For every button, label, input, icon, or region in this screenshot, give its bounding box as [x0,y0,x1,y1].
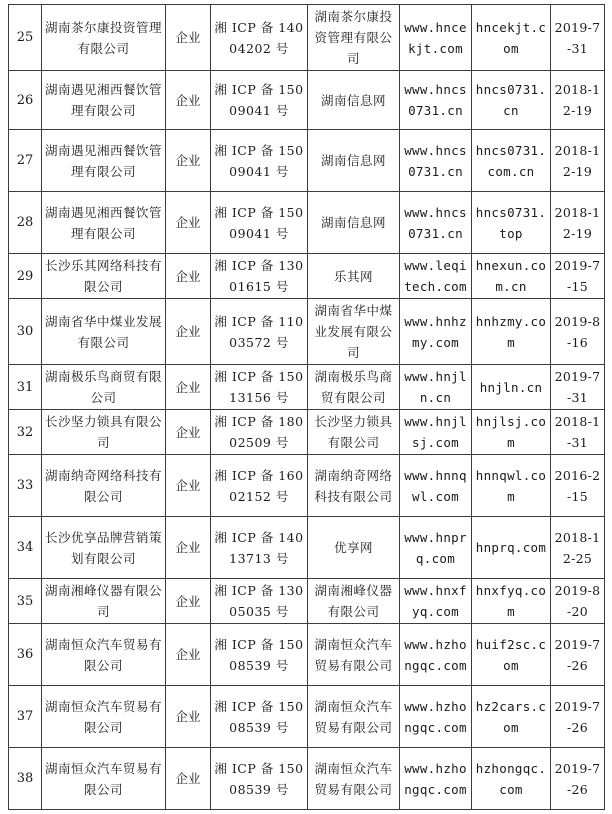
site-name-cell: 湖南信息网 [308,130,400,192]
row-number: 28 [9,192,42,254]
site-name-cell: 优享网 [308,517,400,579]
domain-cell: hncs0731.top [472,192,551,254]
entity-type-cell: 企业 [166,71,211,130]
domain-cell: hnexun.com.cn [472,254,551,299]
table-row [9,365,605,410]
site-name-cell: 乐其网 [308,254,400,299]
approval-date-cell: 2019-8-16 [551,299,605,365]
company-name-cell: 长沙乐其网络科技有限公司 [42,254,166,299]
company-name-cell: 湖南极乐鸟商贸有限公司 [42,365,166,410]
company-name-cell: 湖南遇见湘西餐饮管理有限公司 [42,192,166,254]
entity-type-cell: 企业 [166,130,211,192]
site-name-cell: 湖南极乐鸟商贸有限公司 [308,365,400,410]
approval-date-cell: 2018-12-19 [551,192,605,254]
icp-number-cell: 湘 ICP 备 13005035 号 [211,579,308,624]
table-row [9,71,605,130]
table-body [9,5,605,810]
row-number: 36 [9,624,42,686]
table-row [9,624,605,686]
homepage-url-cell: www.hnnqwl.com [400,455,472,517]
icp-number-cell: 湘 ICP 备 15008539 号 [211,748,308,810]
row-number: 34 [9,517,42,579]
site-name-cell: 湖南信息网 [308,192,400,254]
approval-date-cell: 2019-7-26 [551,748,605,810]
entity-type-cell: 企业 [166,686,211,748]
approval-date-cell: 2016-2-15 [551,455,605,517]
company-name-cell: 湖南遇见湘西餐饮管理有限公司 [42,71,166,130]
homepage-url-cell: www.hnprq.com [400,517,472,579]
domain-cell: hnprq.com [472,517,551,579]
entity-type-cell: 企业 [166,299,211,365]
row-number: 32 [9,410,42,455]
site-name-cell: 湖南信息网 [308,71,400,130]
entity-type-cell: 企业 [166,455,211,517]
domain-cell: hnxfyq.com [472,579,551,624]
icp-number-cell: 湘 ICP 备 15009041 号 [211,192,308,254]
homepage-url-cell: www.hzhongqc.com [400,686,472,748]
table-row [9,130,605,192]
entity-type-cell: 企业 [166,410,211,455]
row-number: 31 [9,365,42,410]
table-row [9,455,605,517]
homepage-url-cell: www.hncs0731.cn [400,71,472,130]
homepage-url-cell: www.hnxfyq.com [400,579,472,624]
icp-number-cell: 湘 ICP 备 15008539 号 [211,624,308,686]
entity-type-cell: 企业 [166,365,211,410]
company-name-cell: 长沙坚力锁具有限公司 [42,410,166,455]
table-row [9,579,605,624]
row-number: 37 [9,686,42,748]
domain-cell: hncs0731.com.cn [472,130,551,192]
row-number: 33 [9,455,42,517]
entity-type-cell: 企业 [166,517,211,579]
row-number: 30 [9,299,42,365]
icp-number-cell: 湘 ICP 备 14004202 号 [211,5,308,71]
homepage-url-cell: www.hnjlsj.com [400,410,472,455]
homepage-url-cell: www.hncs0731.cn [400,192,472,254]
company-name-cell: 长沙优享品牌营销策划有限公司 [42,517,166,579]
homepage-url-cell: www.leqitech.com [400,254,472,299]
approval-date-cell: 2019-7-26 [551,686,605,748]
icp-number-cell: 湘 ICP 备 15009041 号 [211,71,308,130]
site-name-cell: 湖南省华中煤业发展有限公司 [308,299,400,365]
domain-cell: hnjln.cn [472,365,551,410]
table-row [9,192,605,254]
approval-date-cell: 2018-12-19 [551,71,605,130]
icp-number-cell: 湘 ICP 备 15008539 号 [211,686,308,748]
icp-number-cell: 湘 ICP 备 18002509 号 [211,410,308,455]
homepage-url-cell: www.hzhongqc.com [400,624,472,686]
homepage-url-cell: www.hncs0731.cn [400,130,472,192]
row-number: 27 [9,130,42,192]
domain-cell: huif2sc.com [472,624,551,686]
domain-cell: hnhzmy.com [472,299,551,365]
domain-cell: hzhongqc.com [472,748,551,810]
icp-number-cell: 湘 ICP 备 13001615 号 [211,254,308,299]
entity-type-cell: 企业 [166,192,211,254]
approval-date-cell: 2018-1-31 [551,410,605,455]
approval-date-cell: 2019-7-26 [551,624,605,686]
site-name-cell: 湖南茶尔康投资管理有限公司 [308,5,400,71]
document-page [8,4,604,810]
approval-date-cell: 2019-7-31 [551,365,605,410]
homepage-url-cell: www.hzhongqc.com [400,748,472,810]
row-number: 38 [9,748,42,810]
site-name-cell: 湖南纳奇网络科技有限公司 [308,455,400,517]
approval-date-cell: 2018-12-19 [551,130,605,192]
entity-type-cell: 企业 [166,624,211,686]
site-name-cell: 长沙坚力锁具有限公司 [308,410,400,455]
icp-registry-table [8,4,605,810]
company-name-cell: 湖南纳奇网络科技有限公司 [42,455,166,517]
company-name-cell: 湖南茶尔康投资管理有限公司 [42,5,166,71]
company-name-cell: 湖南省华中煤业发展有限公司 [42,299,166,365]
table-row [9,686,605,748]
row-number: 29 [9,254,42,299]
table-row [9,517,605,579]
entity-type-cell: 企业 [166,579,211,624]
icp-number-cell: 湘 ICP 备 14013713 号 [211,517,308,579]
icp-number-cell: 湘 ICP 备 16002152 号 [211,455,308,517]
domain-cell: hnnqwl.com [472,455,551,517]
approval-date-cell: 2018-12-25 [551,517,605,579]
row-number: 25 [9,5,42,71]
domain-cell: hz2cars.com [472,686,551,748]
domain-cell: hncs0731.cn [472,71,551,130]
company-name-cell: 湖南恒众汽车贸易有限公司 [42,686,166,748]
site-name-cell: 湖南恒众汽车贸易有限公司 [308,624,400,686]
company-name-cell: 湖南恒众汽车贸易有限公司 [42,624,166,686]
company-name-cell: 湖南湘峰仪器有限公司 [42,579,166,624]
row-number: 26 [9,71,42,130]
icp-number-cell: 湘 ICP 备 15013156 号 [211,365,308,410]
table-row [9,254,605,299]
company-name-cell: 湖南恒众汽车贸易有限公司 [42,748,166,810]
table-row [9,5,605,71]
table-row [9,748,605,810]
approval-date-cell: 2019-8-20 [551,579,605,624]
entity-type-cell: 企业 [166,254,211,299]
homepage-url-cell: www.hnjln.cn [400,365,472,410]
row-number: 35 [9,579,42,624]
table-row [9,410,605,455]
homepage-url-cell: www.hncekjt.com [400,5,472,71]
approval-date-cell: 2019-7-31 [551,5,605,71]
domain-cell: hncekjt.com [472,5,551,71]
approval-date-cell: 2019-7-15 [551,254,605,299]
site-name-cell: 湖南湘峰仪器有限公司 [308,579,400,624]
icp-number-cell: 湘 ICP 备 11003572 号 [211,299,308,365]
site-name-cell: 湖南恒众汽车贸易有限公司 [308,748,400,810]
homepage-url-cell: www.hnhzmy.com [400,299,472,365]
site-name-cell: 湖南恒众汽车贸易有限公司 [308,686,400,748]
company-name-cell: 湖南遇见湘西餐饮管理有限公司 [42,130,166,192]
icp-number-cell: 湘 ICP 备 15009041 号 [211,130,308,192]
entity-type-cell: 企业 [166,748,211,810]
table-row [9,299,605,365]
domain-cell: hnjlsj.com [472,410,551,455]
entity-type-cell: 企业 [166,5,211,71]
